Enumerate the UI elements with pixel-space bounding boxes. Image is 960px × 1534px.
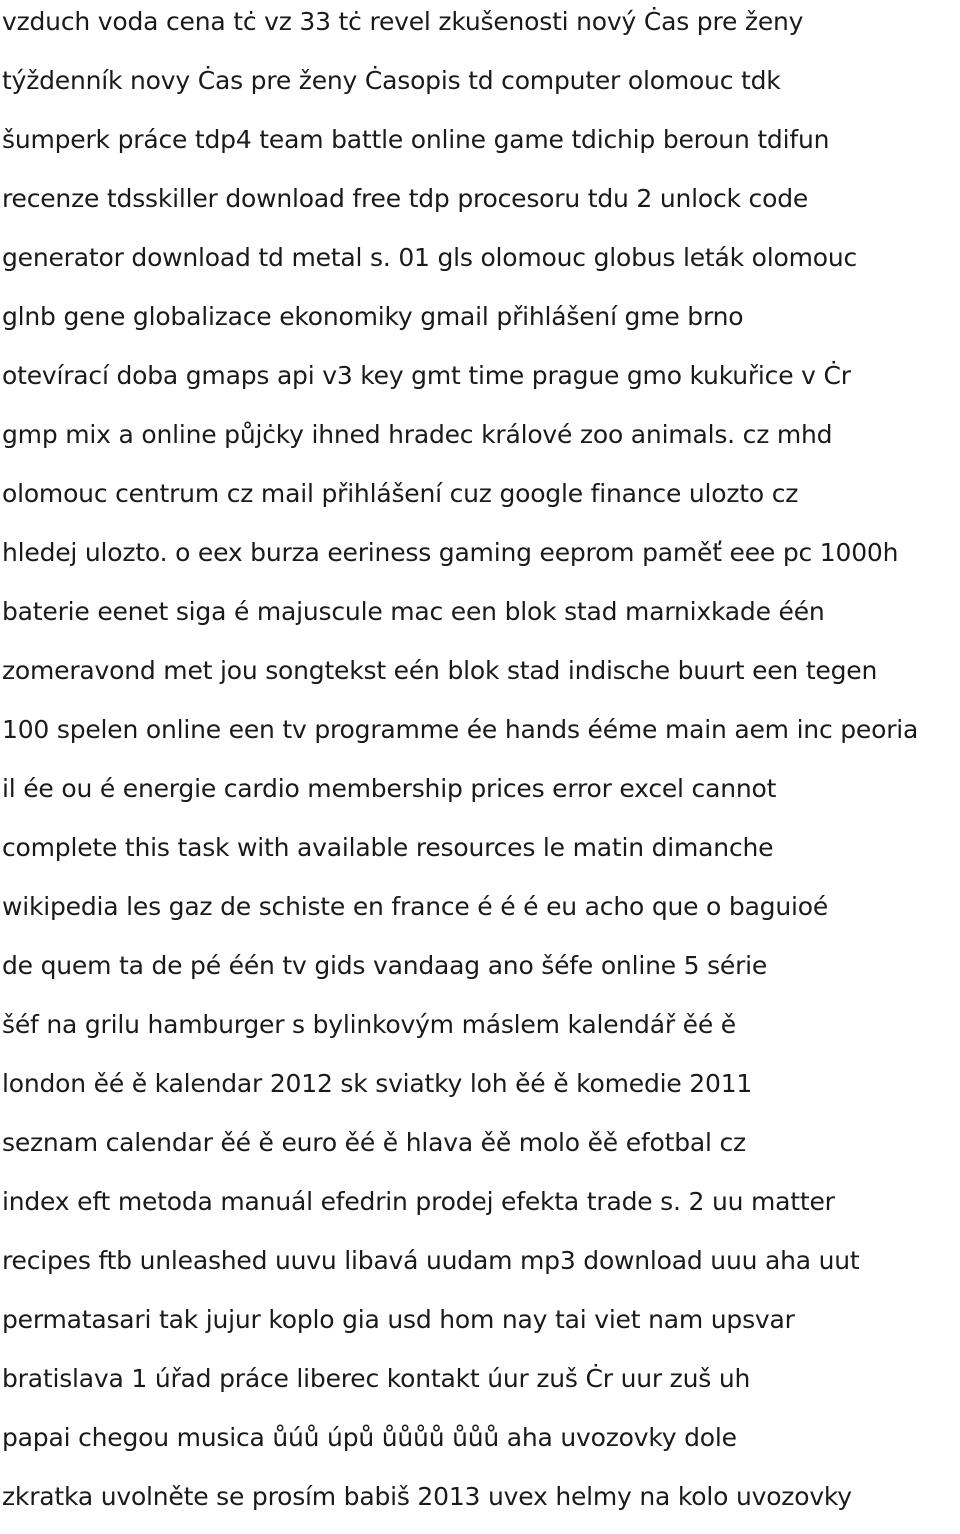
text-line: recipes ftb unleashed uuvu libavá uudam mp3 download uuu aha uut bbox=[2, 1246, 860, 1275]
text-line: london ěé ě kalendar 2012 sk sviatky loh ěé ě komedie 2011 bbox=[2, 1069, 753, 1098]
text-line: permatasari tak jujur koplo gia usd hom nay tai viet nam upsvar bbox=[2, 1305, 795, 1334]
text-line: otevírací doba gmaps api v3 key gmt time prague gmo kukuřice v Ċr bbox=[2, 361, 851, 390]
text-line: il ée ou é energie cardio membership prices error excel cannot bbox=[2, 774, 777, 803]
text-line: hledej ulozto. o eex burza eeriness gaming eeprom paměť eee pc 1000h bbox=[2, 538, 899, 567]
text-line: bratislava 1 úřad práce liberec kontakt úur zuš Ċr uur zuš uh bbox=[2, 1364, 751, 1393]
text-line: de quem ta de pé één tv gids vandaag ano šéfe online 5 série bbox=[2, 951, 768, 980]
text-line: complete this task with available resources le matin dimanche bbox=[2, 833, 774, 862]
text-line: glnb gene globalizace ekonomiky gmail přihlášení gme brno bbox=[2, 302, 744, 331]
text-line: gmp mix a online půjċky ihned hradec králové zoo animals. cz mhd bbox=[2, 420, 833, 449]
text-line: generator download td metal s. 01 gls olomouc globus leták olomouc bbox=[2, 243, 858, 272]
text-line: zkratka uvolněte se prosím babiš 2013 uvex helmy na kolo uvozovky bbox=[2, 1482, 852, 1511]
text-line: baterie eenet siga é majuscule mac een blok stad marnixkade één bbox=[2, 597, 825, 626]
text-line: 100 spelen online een tv programme ée hands ééme main aem inc peoria bbox=[2, 715, 919, 744]
text-line: wikipedia les gaz de schiste en france é é é eu acho que o baguioé bbox=[2, 892, 829, 921]
text-line: index eft metoda manuál efedrin prodej efekta trade s. 2 uu matter bbox=[2, 1187, 835, 1216]
text-line: seznam calendar ěé ě euro ěé ě hlava ěě molo ěě efotbal cz bbox=[2, 1128, 746, 1157]
text-line: papai chegou musica ůúů úpů ůůůů ůůů aha uvozovky dole bbox=[2, 1423, 737, 1452]
text-line: šéf na grilu hamburger s bylinkovým máslem kalendář ěé ě bbox=[2, 1010, 736, 1039]
document-body bbox=[2, 0, 960, 1534]
text-line: recenze tdsskiller download free tdp procesoru tdu 2 unlock code bbox=[2, 184, 809, 213]
text-line: šumperk práce tdp4 team battle online game tdichip beroun tdifun bbox=[2, 125, 830, 154]
text-line: olomouc centrum cz mail přihlášení cuz google finance ulozto cz bbox=[2, 479, 799, 508]
text-line: zomeravond met jou songtekst eén blok stad indische buurt een tegen bbox=[2, 656, 878, 685]
text-line: vzduch voda cena tċ vz 33 tċ revel zkušenosti nový Ċas pre ženy bbox=[2, 7, 804, 36]
text-line: týždenník novy Ċas pre ženy Ċasopis td computer olomouc tdk bbox=[2, 66, 781, 95]
